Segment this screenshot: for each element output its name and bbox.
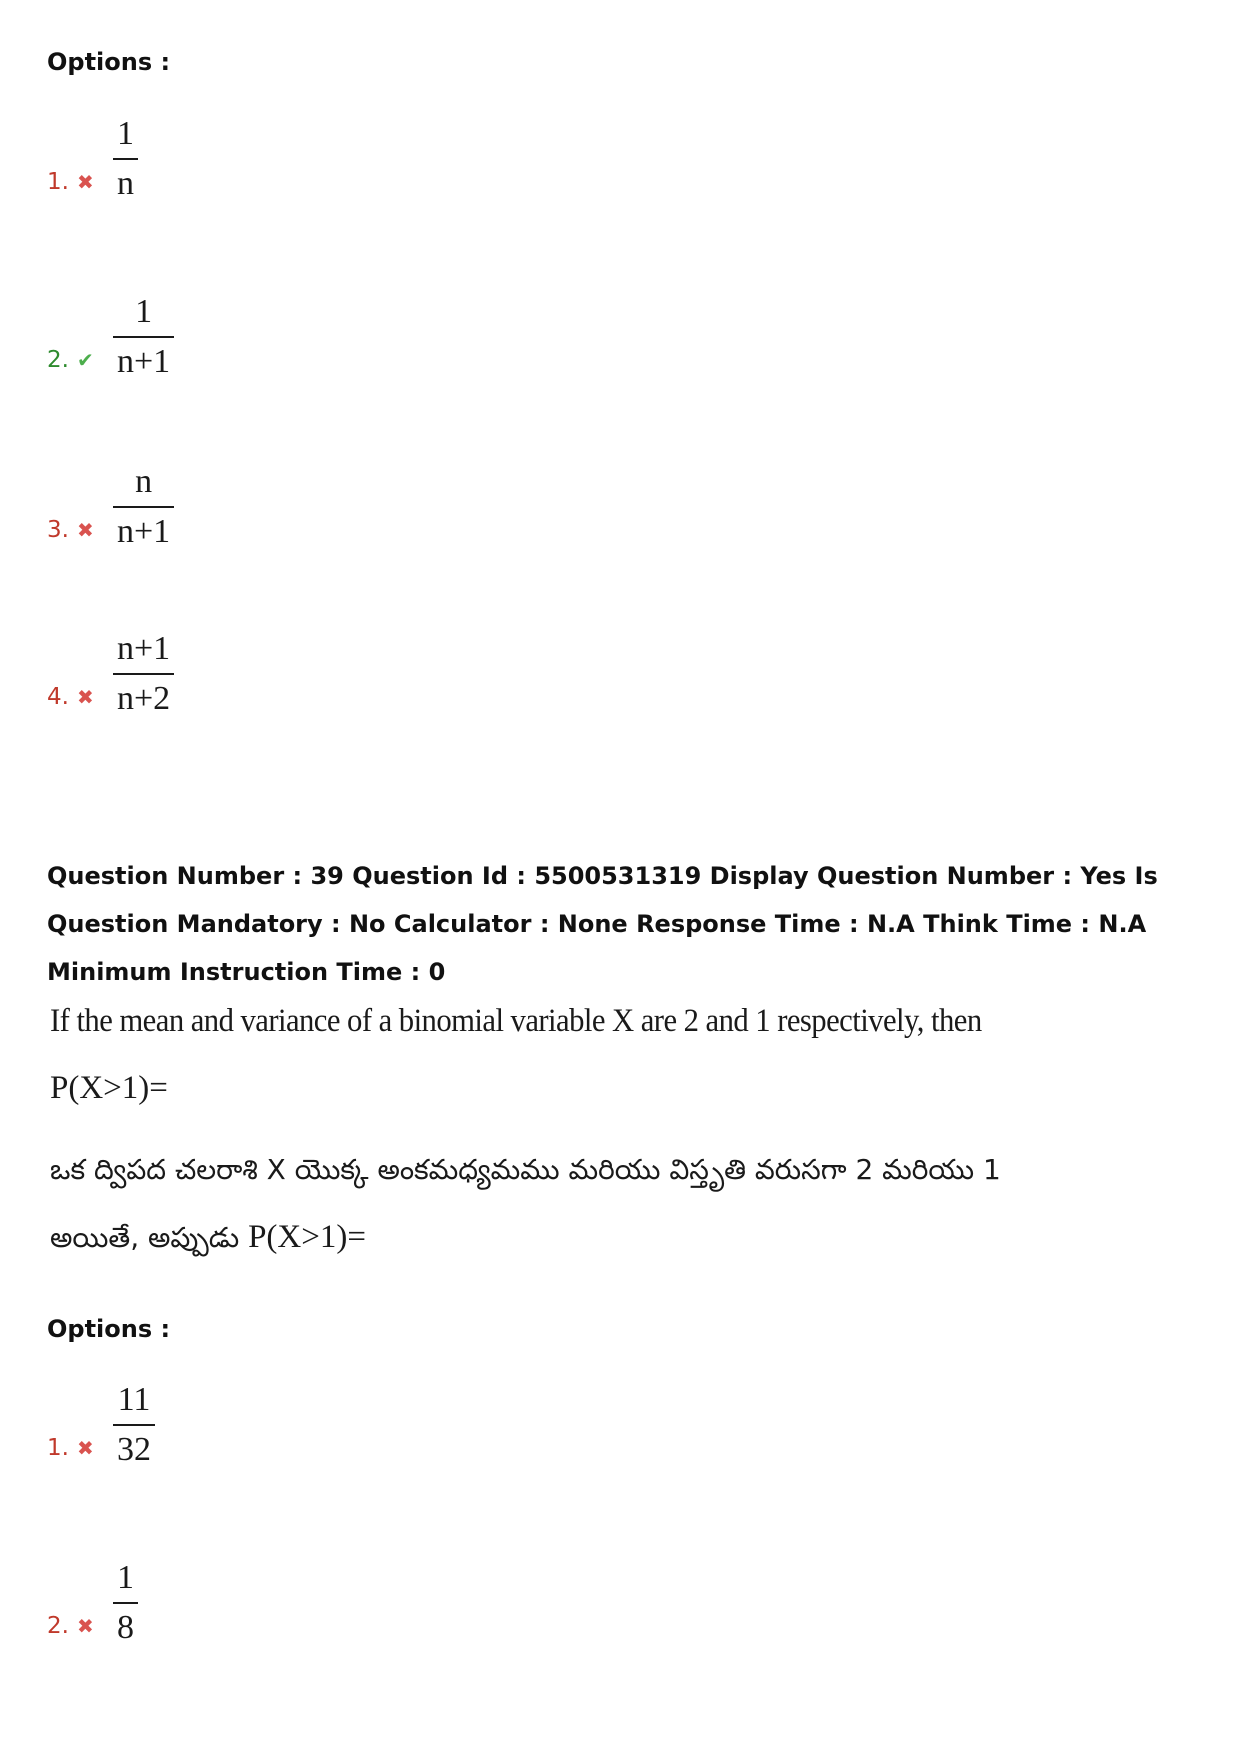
question-text-telugu: ఒక ద్విపద చలరాశి X యొక్క అంకమధ్యమము మరియు విస్తృతి వరుసగా 2 మరియు 1 [50, 1153, 1001, 1186]
options-heading: Options : [47, 1315, 171, 1343]
fraction-bar [113, 673, 174, 675]
telugu-text: అయితే, అప్పుడు [50, 1221, 240, 1254]
correct-check-icon: ✔ [77, 348, 94, 372]
fraction-numerator: 11 [117, 1381, 151, 1418]
option-fraction [113, 460, 174, 554]
option-number: 1. [47, 169, 69, 195]
fraction-bar [113, 158, 138, 160]
wrong-mark-icon: ✖ [77, 685, 94, 709]
fraction-numerator: 1 [117, 1559, 134, 1596]
fraction-denominator: 8 [117, 1609, 134, 1646]
option-number: 3. [47, 517, 69, 543]
option-item [47, 1540, 447, 1650]
fraction-numerator: n+1 [117, 630, 171, 667]
option-number: 1. [47, 1435, 69, 1461]
option-fraction [113, 112, 138, 206]
wrong-mark-icon: ✖ [77, 1436, 94, 1460]
option-fraction [113, 1378, 155, 1472]
fraction-denominator: n [117, 165, 134, 202]
fraction-denominator: n+1 [117, 513, 171, 550]
fraction-denominator: n+2 [117, 680, 171, 717]
fraction-bar [113, 1424, 155, 1426]
wrong-mark-icon: ✖ [77, 170, 94, 194]
option-fraction [113, 627, 174, 721]
fraction-denominator: n+1 [117, 343, 171, 380]
fraction-numerator: 1 [117, 115, 134, 152]
option-fraction [113, 290, 174, 384]
option-item [47, 96, 447, 206]
option-item [47, 1362, 447, 1472]
options-heading: Options : [47, 48, 171, 76]
fraction-bar [113, 506, 174, 508]
option-number: 2. [47, 347, 69, 373]
fraction-numerator: n [135, 463, 153, 500]
question-expression: P(X>1)= [50, 1070, 168, 1106]
fraction-bar [113, 1602, 138, 1604]
option-fraction [113, 1556, 138, 1650]
question-meta: Question Number : 39 Question Id : 5500531319 Display Question Number : Yes Is Question Mandatory : No Calculator : None Response Time : N.A Think Time : N.A Minimum Instruction Time : 0 [47, 862, 1158, 986]
wrong-mark-icon: ✖ [77, 518, 94, 542]
fraction-denominator: 32 [117, 1431, 151, 1468]
question-text-telugu-line2 [50, 1219, 366, 1261]
fraction-numerator: 1 [135, 293, 153, 330]
option-number: 2. [47, 1613, 69, 1639]
telugu-expression: P(X>1)= [248, 1219, 366, 1255]
option-number: 4. [47, 684, 69, 710]
option-item [47, 611, 447, 721]
wrong-mark-icon: ✖ [77, 1614, 94, 1638]
question-text-english: If the mean and variance of a binomial variable X are 2 and 1 respectively, then [50, 1003, 982, 1039]
option-item [47, 444, 447, 554]
option-item [47, 274, 447, 384]
fraction-bar [113, 336, 174, 338]
